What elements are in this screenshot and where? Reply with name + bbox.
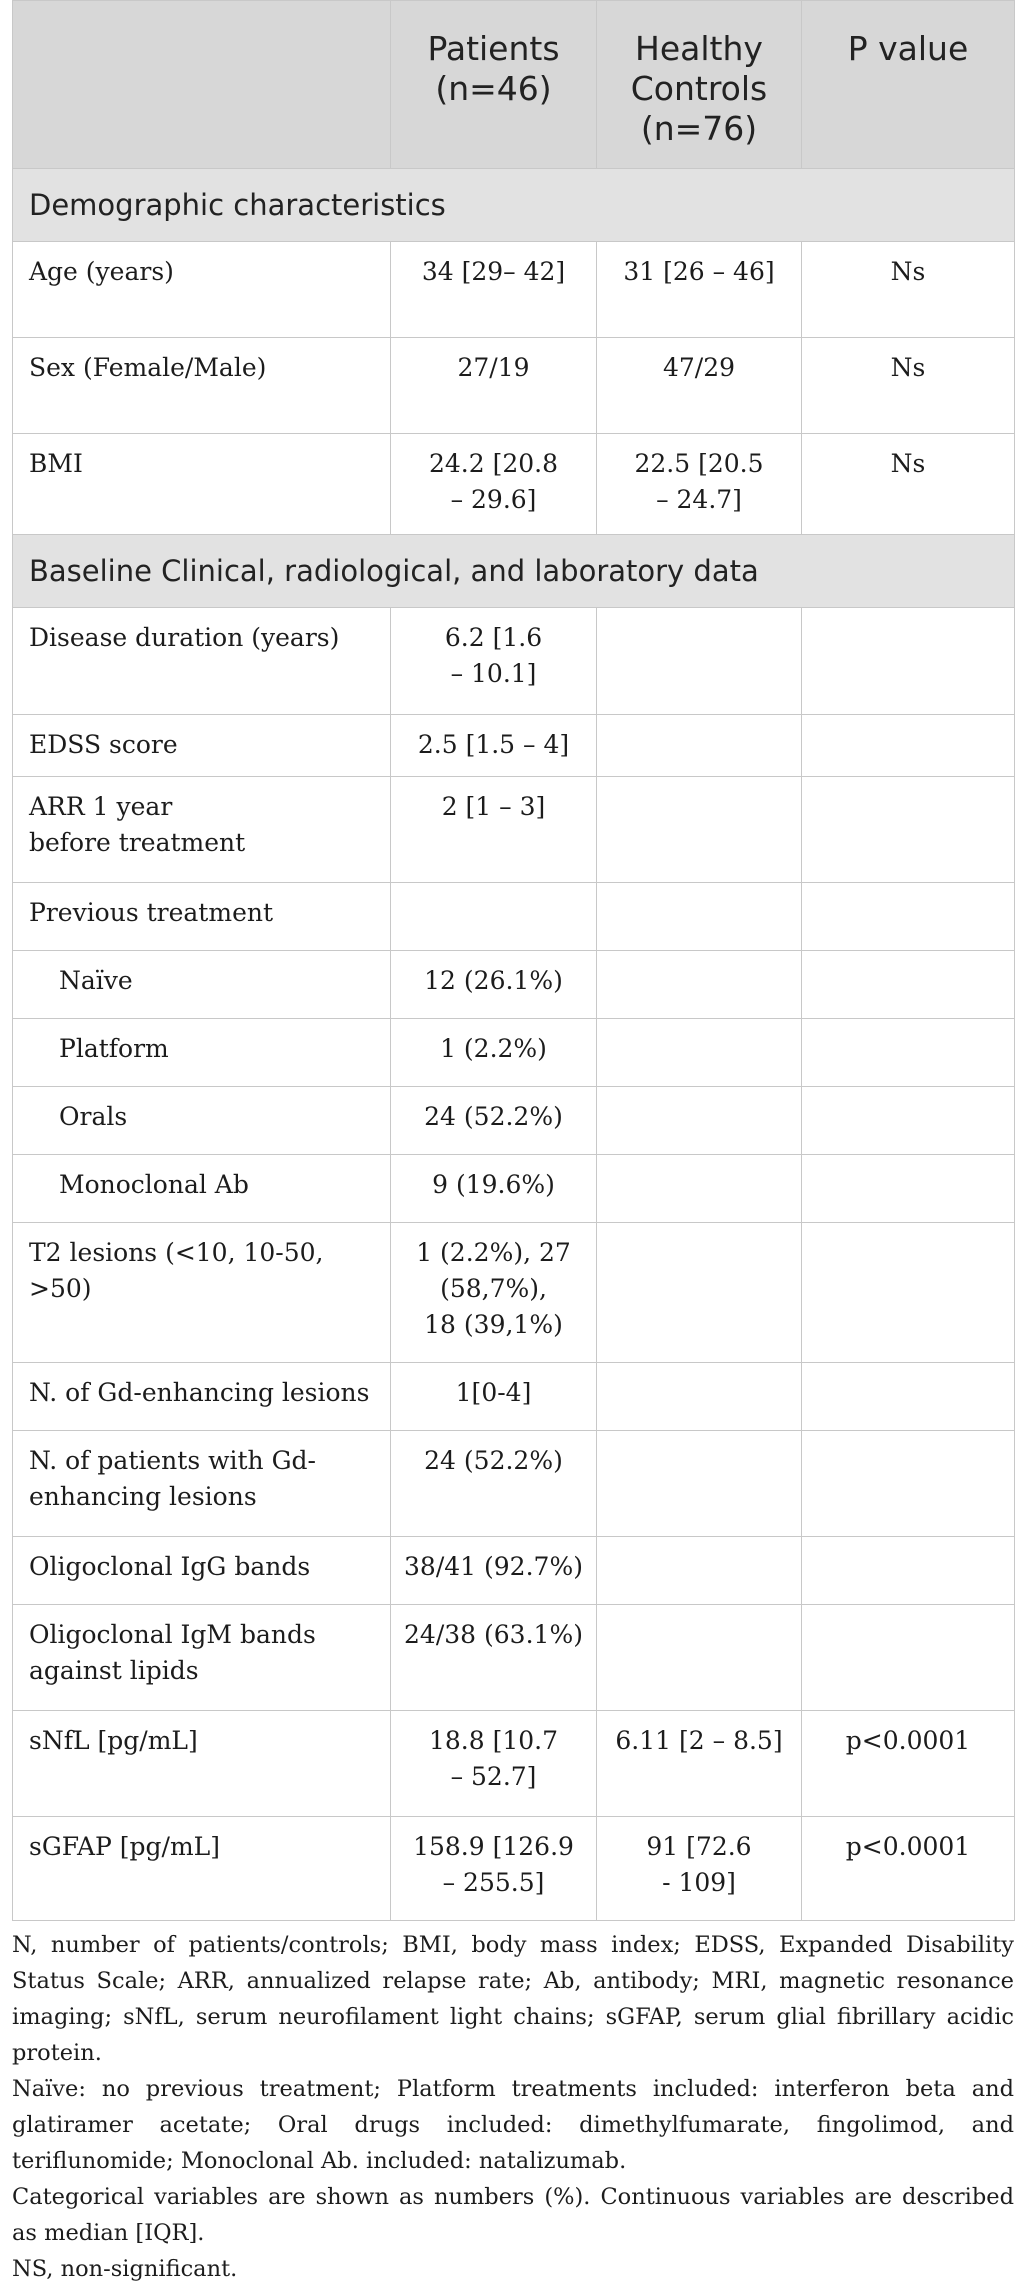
cell-line: EDSS score xyxy=(29,730,178,759)
header-row xyxy=(13,1,1015,169)
controls-value xyxy=(597,1087,802,1155)
header-controls-line: Controls xyxy=(630,69,768,108)
controls-value xyxy=(597,1817,802,1921)
cell-line: – 255.5] xyxy=(442,1868,545,1897)
patients-value xyxy=(391,1605,597,1711)
cell-line: 18.8 [10.7 xyxy=(428,1726,559,1755)
controls-value xyxy=(597,777,802,883)
cell-line: T2 lesions (<10, 10-50, >50) xyxy=(29,1238,324,1303)
table-row xyxy=(13,1087,1015,1155)
table-row xyxy=(13,715,1015,777)
cell-line: 2.5 [1.5 – 4] xyxy=(417,730,570,759)
patients-value xyxy=(391,1537,597,1605)
patients-value xyxy=(391,1223,597,1363)
p-value: Ns xyxy=(802,242,1015,338)
cell-line: 6.11 [2 – 8.5] xyxy=(615,1726,783,1755)
cell-line: – 52.7] xyxy=(450,1762,537,1791)
controls-value xyxy=(597,338,802,434)
header-patients-line: (n=46) xyxy=(435,69,552,108)
data-table xyxy=(12,0,1015,1921)
table-row xyxy=(13,951,1015,1019)
cell-line: – 24.7] xyxy=(656,485,742,514)
table-row xyxy=(13,1817,1015,1921)
cell-line: N. of Gd-enhancing lesions xyxy=(29,1378,370,1407)
cell-line: 24/38 (63.1%) xyxy=(404,1620,583,1649)
row-label xyxy=(13,1431,391,1537)
row-label xyxy=(13,1363,391,1431)
table-row xyxy=(13,338,1015,434)
p-value: p<0.0001 xyxy=(802,1817,1015,1921)
controls-value xyxy=(597,1605,802,1711)
cell-line: BMI xyxy=(29,449,83,478)
p-value xyxy=(802,715,1015,777)
table-body xyxy=(13,169,1015,1921)
controls-value xyxy=(597,608,802,715)
cell-line: Naïve xyxy=(59,966,133,995)
cell-line: 1[0-4] xyxy=(455,1378,532,1407)
p-value xyxy=(802,1537,1015,1605)
controls-value xyxy=(597,1223,802,1363)
header-p-value xyxy=(802,1,1015,169)
controls-value xyxy=(597,1431,802,1537)
row-label xyxy=(13,1223,391,1363)
patients-value xyxy=(391,715,597,777)
table-row xyxy=(13,1605,1015,1711)
controls-value xyxy=(597,1711,802,1817)
p-value xyxy=(802,1019,1015,1087)
table-row xyxy=(13,1363,1015,1431)
cell-line: 22.5 [20.5 xyxy=(634,449,764,478)
row-label xyxy=(13,242,391,338)
cell-line: 31 [26 – 46] xyxy=(623,257,775,286)
document xyxy=(12,0,1014,2287)
p-value xyxy=(802,1363,1015,1431)
row-label xyxy=(13,715,391,777)
row-label xyxy=(13,1019,391,1087)
section-header-row xyxy=(13,535,1015,608)
table-row xyxy=(13,1155,1015,1223)
patients-value xyxy=(391,1155,597,1223)
cell-line: 6.2 [1.6 xyxy=(444,623,543,652)
cell-line: 24 (52.2%) xyxy=(424,1102,563,1131)
cell-line: 24.2 [20.8 xyxy=(428,449,559,478)
cell-line: N. of patients with Gd- xyxy=(29,1446,316,1475)
controls-value xyxy=(597,1155,802,1223)
patients-value xyxy=(391,608,597,715)
table-row xyxy=(13,242,1015,338)
cell-line: sGFAP [pg/mL] xyxy=(29,1832,221,1861)
patients-value xyxy=(391,1817,597,1921)
row-label xyxy=(13,338,391,434)
p-value xyxy=(802,777,1015,883)
row-label xyxy=(13,1605,391,1711)
p-value xyxy=(802,951,1015,1019)
cell-line: 1 (2.2%) xyxy=(440,1034,547,1063)
controls-value xyxy=(597,715,802,777)
table-row xyxy=(13,1223,1015,1363)
cell-line: before treatment xyxy=(29,828,246,857)
section-title: Demographic characteristics xyxy=(13,169,1015,242)
cell-line: against lipids xyxy=(29,1656,199,1685)
cell-line: 47/29 xyxy=(662,353,736,382)
header-controls-line: (n=76) xyxy=(640,109,758,148)
table-row xyxy=(13,777,1015,883)
cell-line: 24 (52.2%) xyxy=(424,1446,563,1475)
table-row xyxy=(13,434,1015,535)
controls-value xyxy=(597,951,802,1019)
cell-line: Disease duration (years) xyxy=(29,623,340,652)
cell-line: (58,7%), xyxy=(440,1274,547,1303)
section-header-row xyxy=(13,169,1015,242)
cell-line: Monoclonal Ab xyxy=(59,1170,249,1199)
p-value: p<0.0001 xyxy=(802,1711,1015,1817)
cell-line: – 10.1] xyxy=(450,659,537,688)
cell-line: Orals xyxy=(59,1102,128,1131)
cell-line: Previous treatment xyxy=(29,898,274,927)
cell-line: 158.9 [126.9 xyxy=(413,1832,574,1861)
cell-line: Platform xyxy=(59,1034,169,1063)
controls-value xyxy=(597,883,802,951)
cell-line: 34 [29– 42] xyxy=(421,257,566,286)
table-row xyxy=(13,1537,1015,1605)
row-label xyxy=(13,608,391,715)
cell-line: Oligoclonal IgM bands xyxy=(29,1620,316,1649)
table-row xyxy=(13,883,1015,951)
cell-line: Age (years) xyxy=(29,257,174,286)
row-label xyxy=(13,434,391,535)
footnote: Naïve: no previous treatment; Platform treatments included: interferon beta and glatiramer acetate; Oral drugs included: dimethylfumarate, fingolimod, and teriflunomide; Monoclonal Ab. included: natalizumab. xyxy=(12,2076,1014,2174)
header-patients xyxy=(391,1,597,169)
patients-value xyxy=(391,951,597,1019)
cell-line: 38/41 (92.7%) xyxy=(404,1552,583,1581)
p-value xyxy=(802,1223,1015,1363)
header-empty-cell xyxy=(13,1,391,169)
cell-line: 27/19 xyxy=(457,353,530,382)
cell-line: sNfL [pg/mL] xyxy=(29,1726,198,1755)
header-controls xyxy=(597,1,802,169)
header-controls-line: Healthy xyxy=(635,29,763,68)
cell-line: 91 [72.6 xyxy=(646,1832,752,1861)
controls-value xyxy=(597,1019,802,1087)
row-label xyxy=(13,951,391,1019)
p-value xyxy=(802,1431,1015,1537)
row-label xyxy=(13,883,391,951)
patients-value xyxy=(391,777,597,883)
cell-line: 18 (39,1%) xyxy=(424,1310,563,1339)
table-row xyxy=(13,1431,1015,1537)
header-p-value-label: P value xyxy=(847,29,969,68)
row-label xyxy=(13,777,391,883)
table-row xyxy=(13,1019,1015,1087)
p-value xyxy=(802,1087,1015,1155)
p-value xyxy=(802,883,1015,951)
cell-line: Sex (Female/Male) xyxy=(29,353,267,382)
patients-value xyxy=(391,1711,597,1817)
footnote: N, number of patients/controls; BMI, body mass index; EDSS, Expanded Disability Status Scale; ARR, annualized relapse rate; Ab, antibody; MRI, magnetic resonance imaging; sNfL, serum neurofilament light chains; sGFAP, serum glial fibrillary acidic protein. xyxy=(12,1932,1014,2066)
patients-value xyxy=(391,242,597,338)
patients-value xyxy=(391,1363,597,1431)
p-value xyxy=(802,608,1015,715)
p-value xyxy=(802,1605,1015,1711)
cell-line: - 109] xyxy=(662,1868,736,1897)
patients-value xyxy=(391,883,597,951)
controls-value xyxy=(597,242,802,338)
patients-value xyxy=(391,1431,597,1537)
cell-line: 2 [1 – 3] xyxy=(441,792,546,821)
footnote: Categorical variables are shown as numbers (%). Continuous variables are described as median [IQR]. xyxy=(12,2184,1014,2246)
cell-line: Oligoclonal IgG bands xyxy=(29,1552,311,1581)
row-label xyxy=(13,1087,391,1155)
row-label xyxy=(13,1817,391,1921)
controls-value xyxy=(597,1537,802,1605)
footnote: NS, non-significant. xyxy=(12,2256,238,2282)
p-value: Ns xyxy=(802,434,1015,535)
header-patients-line: Patients xyxy=(427,29,560,68)
table-row xyxy=(13,608,1015,715)
cell-line: 12 (26.1%) xyxy=(424,966,563,995)
section-title: Baseline Clinical, radiological, and laboratory data xyxy=(13,535,1015,608)
row-label xyxy=(13,1537,391,1605)
controls-value xyxy=(597,1363,802,1431)
p-value: Ns xyxy=(802,338,1015,434)
cell-line: ARR 1 year xyxy=(29,792,173,821)
table-row xyxy=(13,1711,1015,1817)
controls-value xyxy=(597,434,802,535)
cell-line: enhancing lesions xyxy=(29,1482,257,1511)
patients-value xyxy=(391,338,597,434)
row-label xyxy=(13,1155,391,1223)
table-footnotes xyxy=(12,1927,1014,2287)
patients-value xyxy=(391,1087,597,1155)
p-value xyxy=(802,1155,1015,1223)
patients-value xyxy=(391,434,597,535)
cell-line: – 29.6] xyxy=(450,485,537,514)
cell-line: 1 (2.2%), 27 xyxy=(416,1238,571,1267)
row-label xyxy=(13,1711,391,1817)
cell-line: 9 (19.6%) xyxy=(432,1170,555,1199)
patients-value xyxy=(391,1019,597,1087)
